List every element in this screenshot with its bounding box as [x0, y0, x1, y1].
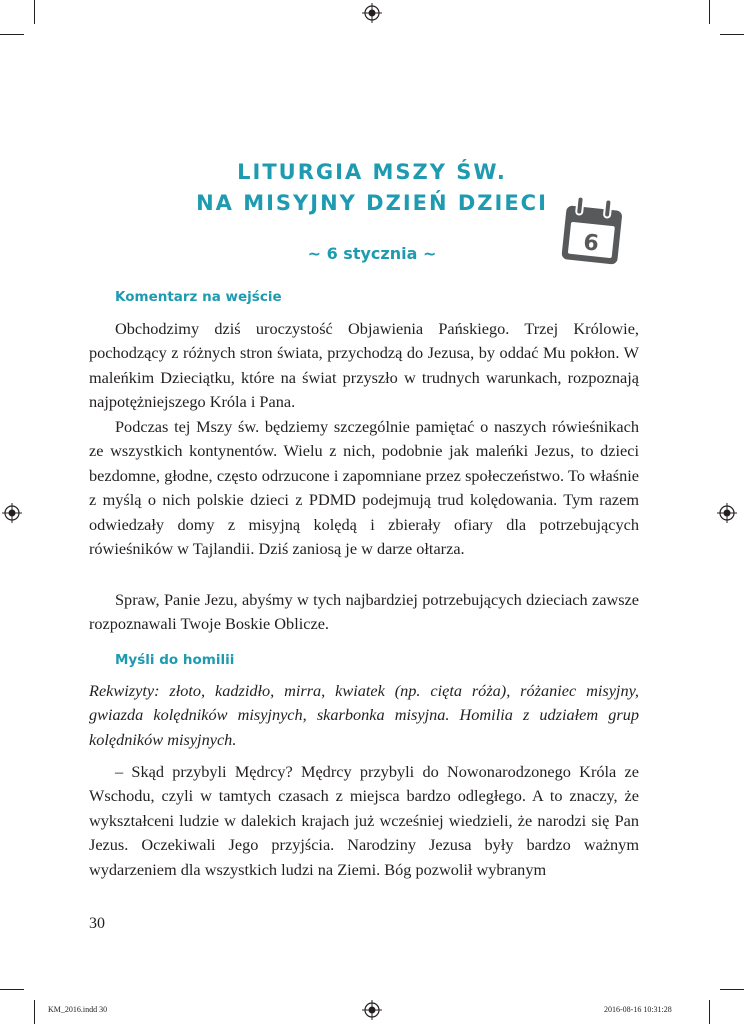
page-number: 30 [89, 915, 105, 932]
crop-mark [0, 989, 24, 990]
paragraph: Spraw, Panie Jezu, abyśmy w tych najbardziej potrzebujących dzieciach zawsze rozpoznawali Twoje Boskie Oblicze. [89, 590, 639, 634]
title-line-1: LITURGIA MSZY ŚW. [237, 160, 507, 184]
footer-file-name: KM_2016.indd 30 [48, 1005, 108, 1014]
crop-mark [34, 0, 35, 24]
crop-mark [709, 0, 710, 24]
registration-mark-icon [362, 3, 382, 23]
subtitle-date: ~ 6 stycznia ~ [307, 244, 437, 263]
page-title [0, 157, 744, 219]
title-line-2: NA MISYJNY DZIEŃ DZIECI [196, 191, 548, 215]
crop-mark [709, 1000, 710, 1024]
registration-mark-icon [362, 1000, 382, 1020]
footer-timestamp: 2016-08-16 10:31:28 [604, 1005, 672, 1014]
crop-mark [720, 34, 744, 35]
calendar-day: 6 [582, 230, 600, 257]
registration-mark-icon [717, 503, 737, 523]
registration-mark-icon [2, 503, 22, 523]
italic-note: Rekwizyty: złoto, kadzidło, mirra, kwiatek (np. cięta róża), różaniec misyjny, gwiazda kolędników misyjnych, skarbonka misyjna. Homilia z udziałem grup kolędników misyjnych. [89, 681, 639, 749]
paragraph: – Skąd przybyli Mędrcy? Mędrcy przybyli do Nowonarodzonego Króla ze Wschodu, czyli w tamtych czasach z miejsca bardzo odległego. A to znaczy, że wykształceni ludzie w dalekich krajach już wcześniej wiedzieli, że narodzi się Pan Jezus. Oczekiwali Jego przyjścia. Narodziny Jezusa były bardzo ważnym wydarzeniem dla wszystkich ludzi na Ziemi. Bóg pozwolił wybranym [89, 762, 639, 879]
paragraph: Obchodzimy dziś uroczystość Objawienia Pańskiego. Trzej Królowie, pochodzący z różnych stron świata, przychodzą do Jezusa, by oddać Mu pokłon. W maleńkim Dzieciątku, które na świat przyszło w trudnych warunkach, rozpoznają najpotężniejszego Króla i Pana. [89, 319, 639, 412]
section-heading: Komentarz na wejście [115, 289, 282, 305]
paragraph: Podczas tej Mszy św. będziemy szczególnie pamiętać o naszych rówieśnikach ze wszystkich kontynentów. Wielu z nich, podobnie jak maleńki Jezus, to dzieci bezdomne, głodne, często odrzucone i zapomniane przez społeczeństwo. To właśnie z myślą o nich polskie dzieci z PDMD podejmują trud kolędowania. Tym razem odwiedzały domy z misyjną kolędą i zbierały ofiary dla potrzebujących rówieśników w Tajlandii. Dziś zaniosą je w darze ołtarza. [89, 417, 639, 559]
section-heading: Myśli do homilii [115, 652, 235, 668]
crop-mark [34, 1000, 35, 1024]
crop-mark [720, 989, 744, 990]
crop-mark [0, 34, 24, 35]
